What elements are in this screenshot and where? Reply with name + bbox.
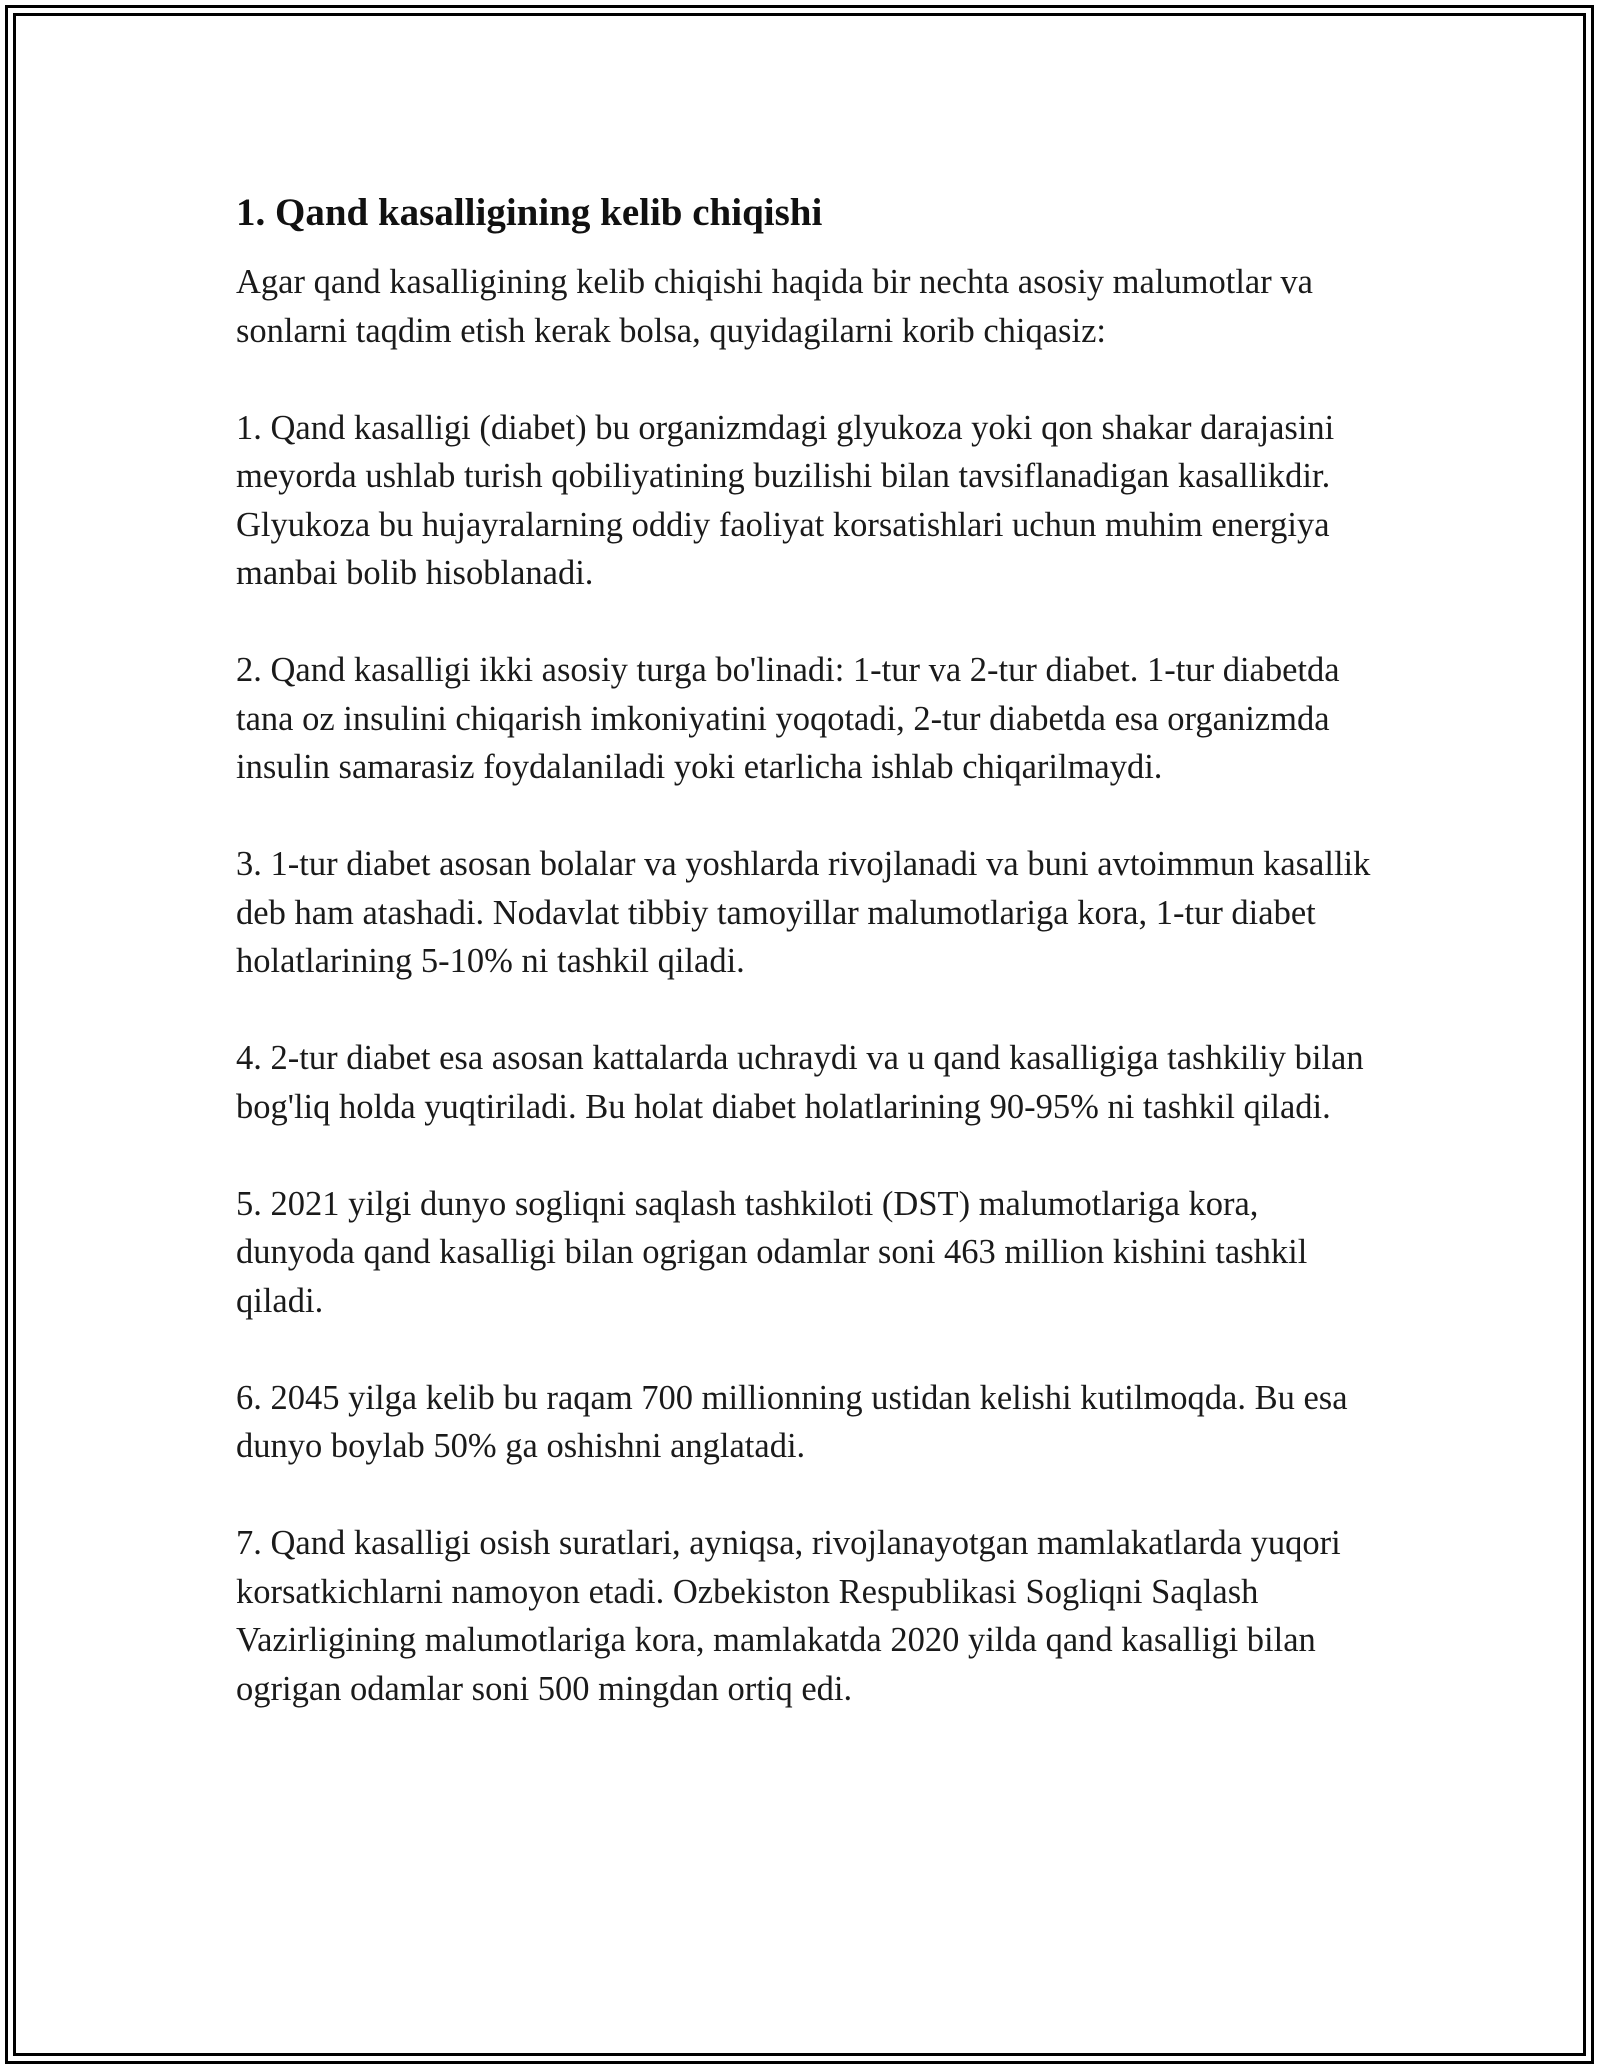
document-title: 1. Qand kasalligining kelib chiqishi [236,191,823,234]
list-item: 2. Qand kasalligi ikki asosiy turga bo'linadi: 1-tur va 2-tur diabet. 1-tur diabetda tana oz insulini chiqarish imkoniyatini yoqotadi, 2-tur diabetda esa organizmda insulin samarasiz foydalaniladi yoki etarlicha ishlab chiqarilmaydi. [236,651,1340,786]
list-item: 5. 2021 yilgi dunyo sogliqni saqlash tashkiloti (DST) malumotlariga kora, dunyoda qand kasalligi bilan ogrigan odamlar soni 463 million kishini tashkil qiladi. [236,1184,1308,1320]
list-item: 6. 2045 yilga kelib bu raqam 700 millionning ustidan kelishi kutilmoqda. Bu esa dunyo boylab 50% ga oshishni anglatadi. [236,1378,1348,1465]
list-item: 1. Qand kasalligi (diabet) bu organizmdagi glyukoza yoki qon shakar darajasini meyorda ushlab turish qobiliyatining buzilishi bilan tavsiflanadigan kasallikdir. Glyukoza bu hujayralarning oddiy faoliyat korsatishlari uchun muhim energiya manbai bolib hisoblanadi. [236,408,1335,592]
list-item: 4. 2-tur diabet esa asosan kattalarda uchraydi va u qand kasalligiga tashkiliy bilan bog'liq holda yuqtiriladi. Bu holat diabet holatlarining 90-95% ni tashkil qiladi. [236,1039,1364,1126]
list-item: 7. Qand kasalligi osish suratlari, ayniqsa, rivojlanayotgan mamlakatlarda yuqori korsatkichlarni namoyon etadi. Ozbekiston Respublikasi Sogliqni Saqlash Vazirligining malumotlariga kora, mamlakatda 2020 yilda qand kasalligi bilan ogrigan odamlar soni 500 mingdan ortiq edi. [236,1524,1341,1708]
intro-paragraph: Agar qand kasalligining kelib chiqishi haqida bir nechta asosiy malumotlar va sonlarni taqdim etish kerak bolsa, quyidagilarni korib chiqasiz: [236,263,1313,350]
list-item: 3. 1-tur diabet asosan bolalar va yoshlarda rivojlanadi va buni avtoimmun kasallik deb ham atashadi. Nodavlat tibbiy tamoyillar malumotlariga kora, 1-tur diabet holatlarining 5-10% ni tashkil qiladi. [236,845,1371,980]
document-body [236,186,1376,1762]
